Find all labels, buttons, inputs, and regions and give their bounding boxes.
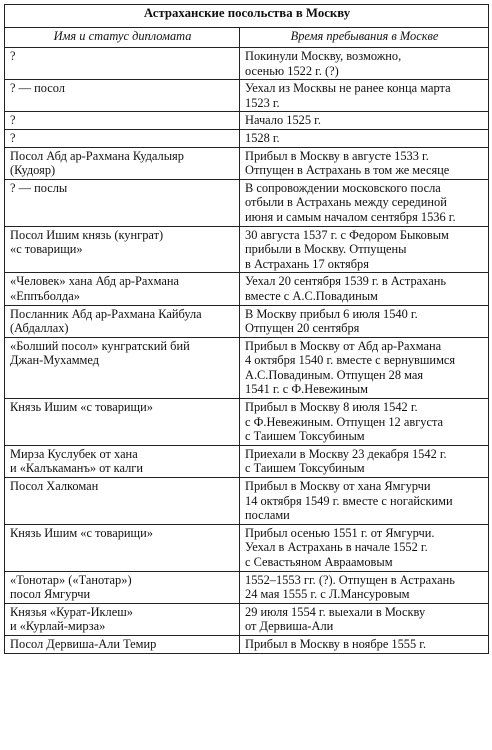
cell-line: 30 августа 1537 г. с Федором Быковым xyxy=(245,227,449,242)
cell-line: Князь Ишим «с товарищи» xyxy=(10,525,153,540)
cell-line: и «Курлай-мирза» xyxy=(10,619,106,634)
cell-line: в Астрахань 17 октября xyxy=(245,256,369,271)
table-row xyxy=(5,571,489,603)
cell-line: 29 июля 1554 г. выехали в Москву xyxy=(245,604,426,619)
table-row xyxy=(5,524,489,571)
table-row xyxy=(5,445,489,477)
stay-cell xyxy=(240,399,489,446)
cell-line: Уехал 20 сентября 1539 г. в Астрахань xyxy=(245,274,446,289)
cell-line: с Севастьяном Авраамовым xyxy=(245,555,393,569)
table-row xyxy=(5,273,489,305)
cell-line: Приехали в Москву 23 декабря 1542 г. xyxy=(245,446,447,461)
diplomat-cell xyxy=(5,273,240,305)
cell-line: А.С.Повадиным. Отпущен 28 мая xyxy=(245,367,424,382)
cell-line: Князья «Курат-Иклеш» xyxy=(10,604,133,619)
table-row xyxy=(5,337,489,398)
cell-line: «Человек» хана Абд ар-Рахмана xyxy=(10,274,179,289)
cell-line: послами xyxy=(245,508,290,523)
cell-line: Прибыл в Москву от хана Ямгурчи xyxy=(245,479,431,494)
cell-line: вместе с А.С.Повадиным xyxy=(245,288,378,303)
cell-line: с Таишем Токсубиным xyxy=(245,461,365,476)
table-row xyxy=(5,112,489,130)
embassies-table xyxy=(4,4,489,654)
cell-line: Уехал в Астрахань в начале 1552 г. xyxy=(245,540,428,555)
cell-line: «Болший посол» кунгратский бий xyxy=(10,338,190,353)
stay-cell xyxy=(240,603,489,635)
cell-line: Прибыл в Москву 8 июля 1542 г. xyxy=(245,400,418,415)
cell-line: отбыли в Астрахань между серединой xyxy=(245,195,447,210)
stay-cell xyxy=(240,635,489,653)
cell-line: 1541 г. с Ф.Невежиным xyxy=(245,382,368,397)
stay-cell xyxy=(240,226,489,273)
cell-line: (Кудояр) xyxy=(10,163,56,178)
diplomat-cell xyxy=(5,399,240,446)
cell-line: Джан-Мухаммед xyxy=(10,353,100,368)
cell-line: ? xyxy=(10,130,16,145)
diplomat-cell xyxy=(5,129,240,147)
cell-line: ? xyxy=(10,113,16,128)
table-row xyxy=(5,129,489,147)
cell-line: Прибыл в Москву в ноябре 1555 г. xyxy=(245,636,427,651)
table-row xyxy=(5,305,489,337)
title-row xyxy=(5,5,489,28)
cell-line: В Москву прибыл 6 июля 1540 г. xyxy=(245,306,418,321)
stay-cell xyxy=(240,112,489,130)
cell-line: 24 мая 1555 г. с Л.Мансуровым xyxy=(245,587,410,602)
stay-cell xyxy=(240,48,489,80)
cell-line: Князь Ишим «с товарищи» xyxy=(10,400,153,415)
stay-cell xyxy=(240,445,489,477)
stay-cell xyxy=(240,147,489,179)
diplomat-cell xyxy=(5,48,240,80)
stay-cell xyxy=(240,129,489,147)
stay-cell xyxy=(240,273,489,305)
cell-line: ? — посол xyxy=(10,81,65,96)
cell-line: ? xyxy=(10,49,16,63)
diplomat-cell xyxy=(5,337,240,398)
cell-line: «Еппъболда» xyxy=(10,288,80,303)
stay-cell xyxy=(240,524,489,571)
column-header-stay: Время пребывания в Москве xyxy=(240,28,489,48)
cell-line: (Абдаллах) xyxy=(10,321,69,336)
cell-line: 1552–1553 гг. (?). Отпущен в Астрахань xyxy=(245,572,455,587)
cell-line: Отпущен в Астрахань в том же месяце xyxy=(245,163,450,178)
diplomat-cell xyxy=(5,445,240,477)
stay-cell xyxy=(240,80,489,112)
diplomat-cell xyxy=(5,179,240,226)
cell-line: «Тонотар» («Танотар») xyxy=(10,572,132,587)
cell-line: 1528 г. xyxy=(245,130,280,145)
cell-line: Уехал из Москвы не ранее конца марта xyxy=(245,81,451,96)
table-title: Астраханские посольства в Москву xyxy=(5,5,489,28)
diplomat-cell xyxy=(5,571,240,603)
cell-line: ? — послы xyxy=(10,180,68,195)
cell-line: Отпущен 20 сентября xyxy=(245,321,360,336)
table-row xyxy=(5,80,489,112)
cell-line: В сопровождении московского посла xyxy=(245,180,441,195)
diplomat-cell xyxy=(5,524,240,571)
cell-line: с Ф.Невежиным. Отпущен 12 августа xyxy=(245,414,444,429)
table-row xyxy=(5,478,489,525)
cell-line: Мирза Куслубек от хана xyxy=(10,446,138,461)
column-header-diplomat: Имя и статус дипломата xyxy=(5,28,240,48)
cell-line: Покинули Москву, возможно, xyxy=(245,49,402,63)
cell-line: Посол Халкоман xyxy=(10,479,99,494)
stay-cell xyxy=(240,305,489,337)
stay-cell xyxy=(240,179,489,226)
cell-line: Посол Ишим князь (кунграт) xyxy=(10,227,164,242)
diplomat-cell xyxy=(5,80,240,112)
cell-line: Посланник Абд ар-Рахмана Кайбула xyxy=(10,306,202,321)
stay-cell xyxy=(240,337,489,398)
table-row xyxy=(5,48,489,80)
stay-cell xyxy=(240,478,489,525)
cell-line: июня и самым началом сентября 1536 г. xyxy=(245,209,456,224)
table-row xyxy=(5,399,489,446)
cell-line: Прибыл в Москву от Абд ар-Рахмана xyxy=(245,338,442,353)
table-row xyxy=(5,635,489,653)
cell-line: Посол Дервиша-Али Темир xyxy=(10,636,157,651)
cell-line: 1523 г. xyxy=(245,95,280,110)
cell-line: от Дервиша-Али xyxy=(245,619,334,634)
table-row xyxy=(5,179,489,226)
diplomat-cell xyxy=(5,112,240,130)
cell-line: «с товарищи» xyxy=(10,242,83,257)
diplomat-cell xyxy=(5,603,240,635)
stay-cell xyxy=(240,571,489,603)
cell-line: Прибыл в Москву в августе 1533 г. xyxy=(245,148,429,163)
header-row xyxy=(5,28,489,48)
cell-line: Прибыл осенью 1551 г. от Ямгурчи. xyxy=(245,525,435,540)
cell-line: осенью 1522 г. (?) xyxy=(245,63,339,78)
diplomat-cell xyxy=(5,226,240,273)
diplomat-cell xyxy=(5,305,240,337)
diplomat-cell xyxy=(5,478,240,525)
table-body xyxy=(5,48,489,654)
cell-line: 4 октября 1540 г. вместе с вернувшимся xyxy=(245,353,456,368)
cell-line: 14 октября 1549 г. вместе с ногайскими xyxy=(245,493,453,508)
table-row xyxy=(5,603,489,635)
cell-line: и «Калъкаманъ» от калги xyxy=(10,461,144,476)
cell-line: прибыли в Москву. Отпущены xyxy=(245,242,407,257)
cell-line: посол Ямгурчи xyxy=(10,587,91,602)
cell-line: с Таишем Токсубиным xyxy=(245,429,365,444)
table-row xyxy=(5,147,489,179)
diplomat-cell xyxy=(5,635,240,653)
diplomat-cell xyxy=(5,147,240,179)
cell-line: Посол Абд ар-Рахмана Кудалыяр xyxy=(10,148,184,163)
table-row xyxy=(5,226,489,273)
cell-line: Начало 1525 г. xyxy=(245,113,321,128)
